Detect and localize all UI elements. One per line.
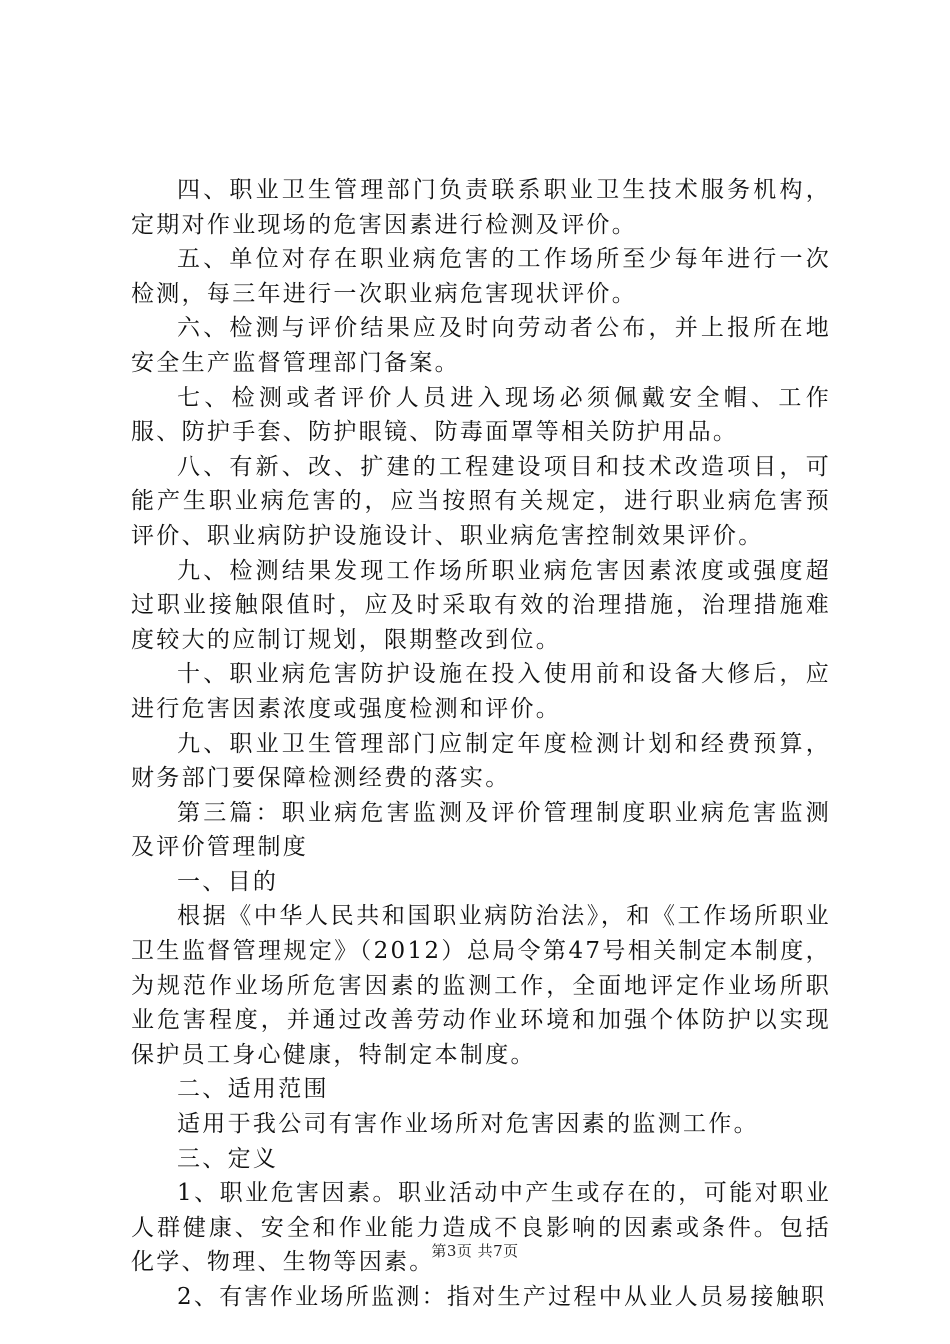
paragraph-10: 十、职业病危害防护设施在投入使用前和设备大修后，应进行危害因素浓度或强度检测和评价。 <box>131 661 831 722</box>
paragraph-purpose: 根据《中华人民共和国职业病防治法》，和《工作场所职业卫生监督管理规定》（2012）总局令第47号相关制定本制度，为规范作业场所危害因素的监测工作，全面地评定作业场所职业危害程度，并通过改善劳动作业环境和加强个体防护以实现保护员工身心健康，特制定本制度。 <box>131 903 831 1068</box>
heading-definitions: 三、定义 <box>177 1145 279 1172</box>
paragraph-6: 六、检测与评价结果应及时向劳动者公布，并上报所在地安全生产监督管理部门备案。 <box>131 315 831 376</box>
paragraph-scope: 适用于我公司有害作业场所对危害因素的监测工作。 <box>177 1111 759 1138</box>
definition-1: 1、职业危害因素。职业活动中产生或存在的，可能对职业人群健康、安全和作业能力造成不良影响的因素或条件。包括化学、物理、生物等因素。 <box>131 1180 831 1276</box>
page-footer: 第3页 共7页 <box>431 1242 519 1260</box>
heading-scope: 二、适用范围 <box>177 1076 329 1103</box>
heading-purpose: 一、目的 <box>177 868 279 895</box>
paragraph-8: 八、有新、改、扩建的工程建设项目和技术改造项目，可能产生职业病危害的，应当按照有关规定，进行职业病危害预评价、职业病防护设施设计、职业病危害控制效果评价。 <box>131 453 831 549</box>
document-body <box>131 173 831 1315</box>
paragraph-5: 五、单位对存在职业病危害的工作场所至少每年进行一次检测，每三年进行一次职业病危害现状评价。 <box>131 246 831 307</box>
paragraph-9b: 九、职业卫生管理部门应制定年度检测计划和经费预算，财务部门要保障检测经费的落实。 <box>131 730 831 792</box>
paragraph-9: 九、检测结果发现工作场所职业病危害因素浓度或强度超过职业接触限值时，应及时采取有效的治理措施，治理措施难度较大的应制订规划，限期整改到位。 <box>131 557 831 653</box>
paragraph-4: 四、职业卫生管理部门负责联系职业卫生技术服务机构，定期对作业现场的危害因素进行检测及评价。 <box>131 177 831 238</box>
paragraph-7: 七、检测或者评价人员进入现场必须佩戴安全帽、工作服、防护手套、防护眼镜、防毒面罩等相关防护用品。 <box>131 384 831 446</box>
section-title-part3: 第三篇：职业病危害监测及评价管理制度职业病危害监测及评价管理制度 <box>131 799 831 861</box>
definition-2: 2、有害作业场所监测：指对生产过程中从业人员易接触职 <box>177 1284 827 1310</box>
